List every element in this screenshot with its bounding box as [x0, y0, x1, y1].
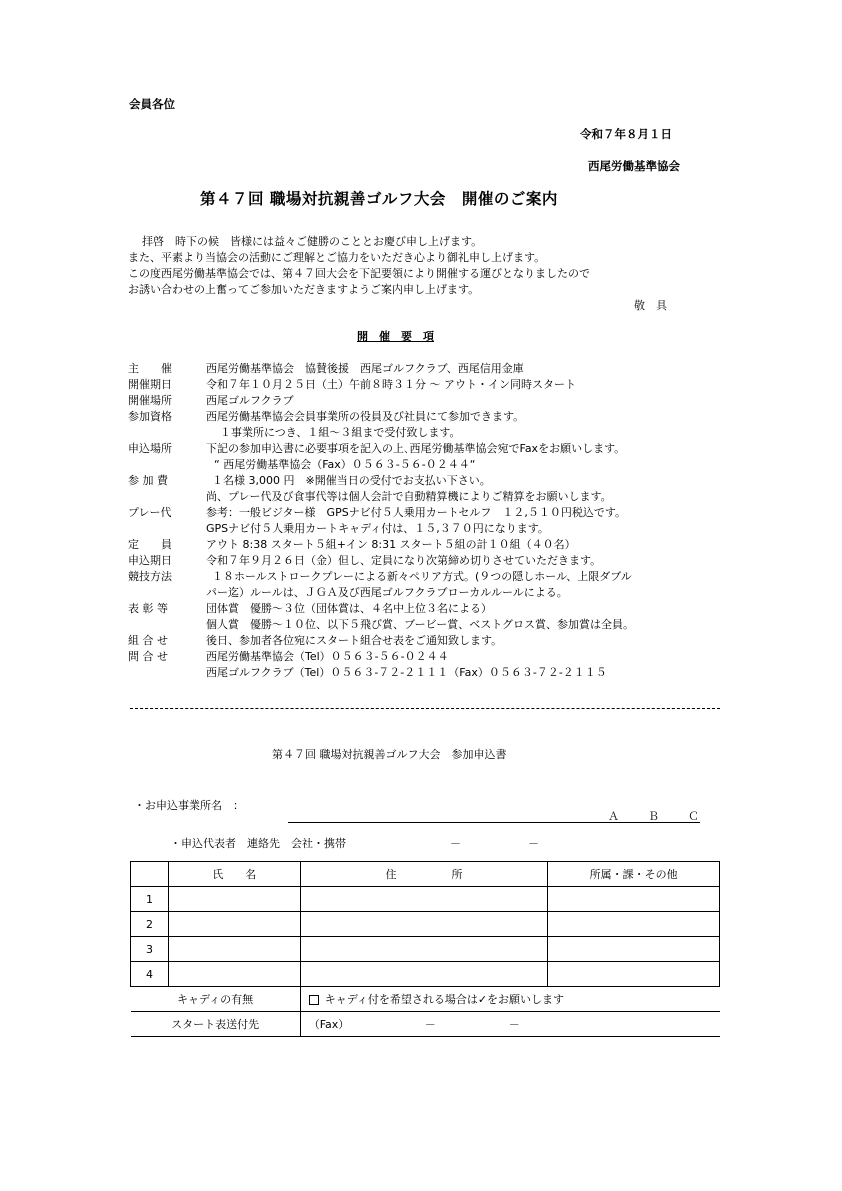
department-cell[interactable]: [548, 937, 720, 962]
detail-value: 西尾労働基準協会 協賛後援 西尾ゴルフクラブ、西尾信用金庫: [206, 362, 524, 375]
caddie-option[interactable]: [300, 987, 719, 1012]
sender-name: 西尾労働基準協会: [588, 159, 680, 173]
start-sheet-fax-field[interactable]: [300, 1012, 719, 1037]
table-row: [131, 887, 720, 912]
detail-value: “ 西尾労働基準協会（Fax）０５６３-５６-０２４４“: [214, 458, 476, 471]
detail-label: 競技方法: [128, 570, 172, 583]
name-cell[interactable]: [168, 912, 300, 937]
detail-value: 令和７年９月２６日（金）但し、定員になり次第締め切りさせていただきます。: [206, 554, 602, 567]
detail-value: アウト 8:38 スタート５組+イン 8:31 スタート５組の計１０組（４０名）: [206, 538, 576, 551]
application-table: [130, 861, 720, 1037]
start-sheet-row: [131, 1012, 720, 1037]
detail-label: 参 加 費: [128, 474, 168, 487]
name-cell[interactable]: [168, 887, 300, 912]
table-row: [131, 912, 720, 937]
representative-label: ・申込代表者 連絡先 会社・携帯: [170, 837, 346, 850]
detail-label: 申込場所: [128, 442, 172, 455]
detail-label: 主 催: [128, 362, 172, 375]
company-name-label: ・お申込事業所名 ：: [134, 799, 244, 812]
detail-label: 組 合 せ: [128, 634, 168, 647]
fax-label: （Fax）: [308, 1018, 350, 1031]
detail-label: 定 員: [128, 538, 172, 551]
start-sheet-label: スタート表送付先: [131, 1012, 301, 1037]
closing-word: 敬 具: [634, 299, 667, 312]
row-number: 4: [131, 962, 169, 987]
detail-value: 団体賞 優勝～３位（団体賞は、４名中上位３名による）: [206, 602, 492, 615]
detail-value: １８ホールストロークプレーによる新々ペリア方式。(９つの隠しホール、上限ダブル: [212, 570, 632, 583]
department-cell[interactable]: [548, 887, 720, 912]
company-name-field[interactable]: [288, 822, 700, 823]
detail-label: プレー代: [128, 506, 172, 519]
detail-value: 参考：一般ビジター様 GPSナビ付５人乗用カートセルフ １２,５１０円税込です。: [206, 506, 626, 519]
detail-label: 開催場所: [128, 394, 172, 407]
fax-separator: －: [424, 1018, 436, 1031]
department-cell[interactable]: [548, 962, 720, 987]
page-title: 第４７回 職場対抗親善ゴルフ大会 開催のご案内: [200, 190, 558, 208]
address-cell[interactable]: [300, 887, 548, 912]
table-header-cell: 所属・課・その他: [548, 862, 720, 887]
detail-value: 令和７年１０月２５日（土）午前８時３１分 ～ アウト・イン同時スタート: [206, 378, 576, 391]
caddie-note: キャディ付を希望される場合は✓をお願いします: [324, 993, 565, 1006]
event-details: [128, 360, 728, 680]
detail-label: 開催期日: [128, 378, 172, 391]
form-title: 第４７回 職場対抗親善ゴルフ大会 参加申込書: [272, 748, 507, 761]
detail-value: 下記の参加申込書に必要事項を記入の上､西尾労働基準協会宛でFaxをお願いします。: [206, 442, 626, 455]
detail-value: 個人賞 優勝～１０位、以下５飛び賞、ブービー賞、ベストグロス賞、参加賞は全員。: [206, 618, 635, 631]
detail-label: 問 合 せ: [128, 650, 168, 663]
intro-paragraph: [128, 233, 728, 303]
phone-separator: －: [528, 837, 539, 850]
intro-line: また、平素より当協会の活動にご理解とご協力をいただき心より御礼申し上げます。: [128, 251, 546, 264]
detail-label: 申込期日: [128, 554, 172, 567]
caddie-checkbox[interactable]: [309, 995, 319, 1005]
detail-value: １名様 3,000 円 ※開催当日の受付でお支払い下さい。: [212, 474, 491, 487]
rank-option-b: Ｂ: [648, 810, 659, 823]
address-cell[interactable]: [300, 962, 548, 987]
detail-label: 参加資格: [128, 410, 172, 423]
table-row: [131, 937, 720, 962]
detail-value: 尚、プレー代及び食事代等は個人会計で自動精算機によりご精算をお願いします。: [206, 490, 612, 503]
detail-value: 西尾ゴルフクラブ（Tel）０５６３-７２-２１１１（Fax）０５６３-７２-２１１５: [206, 666, 607, 679]
row-number: 1: [131, 887, 169, 912]
table-header-cell: [131, 862, 169, 887]
address-cell[interactable]: [300, 937, 548, 962]
rank-option-c: Ｃ: [688, 810, 699, 823]
table-header-cell: 住 所: [300, 862, 548, 887]
intro-line: お誘い合わせの上奮ってご参加いただきますようご案内申し上げます。: [128, 283, 480, 296]
address-cell[interactable]: [300, 912, 548, 937]
phone-separator: －: [450, 837, 461, 850]
detail-value: １事業所につき、１組～３組まで受付致します。: [220, 426, 461, 439]
intro-line: この度西尾労働基準協会では、第４７回大会を下記要領により開催する運びとなりましたので: [128, 267, 590, 280]
row-number: 2: [131, 912, 169, 937]
table-header-cell: 氏 名: [168, 862, 300, 887]
department-cell[interactable]: [548, 912, 720, 937]
detail-value: 後日、参加者各位宛にスタート組合せ表をご通知致します。: [206, 634, 503, 647]
cut-line: [130, 708, 720, 709]
caddie-label: キャディの有無: [131, 987, 301, 1012]
detail-value: パー迄）ルールは、ＪＧＡ及び西尾ゴルフクラブローカルルールによる。: [206, 586, 568, 599]
document-date: 令和７年８月１日: [580, 127, 672, 141]
row-number: 3: [131, 937, 169, 962]
table-row: [131, 962, 720, 987]
fax-separator: －: [508, 1018, 520, 1031]
detail-value: GPSナビ付５人乗用カートキャディ付は、１５,３７０円になります。: [206, 522, 549, 535]
intro-line: 拝啓 時下の候 皆様には益々ご健勝のこととお慶び申し上げます。: [142, 235, 483, 248]
name-cell[interactable]: [168, 962, 300, 987]
detail-label: 表 彰 等: [128, 602, 168, 615]
recipients: 会員各位: [129, 97, 175, 111]
name-cell[interactable]: [168, 937, 300, 962]
rank-option-a: Ａ: [608, 810, 619, 823]
table-header-row: [131, 862, 720, 887]
detail-value: 西尾ゴルフクラブ: [206, 394, 294, 407]
detail-value: 西尾労働基準協会（Tel）０５６３-５６-０２４４: [206, 650, 449, 663]
detail-value: 西尾労働基準協会会員事業所の役員及び社員にて参加できます。: [206, 410, 525, 423]
section-heading: 開 催 要 項: [357, 330, 434, 343]
caddie-row: [131, 987, 720, 1012]
